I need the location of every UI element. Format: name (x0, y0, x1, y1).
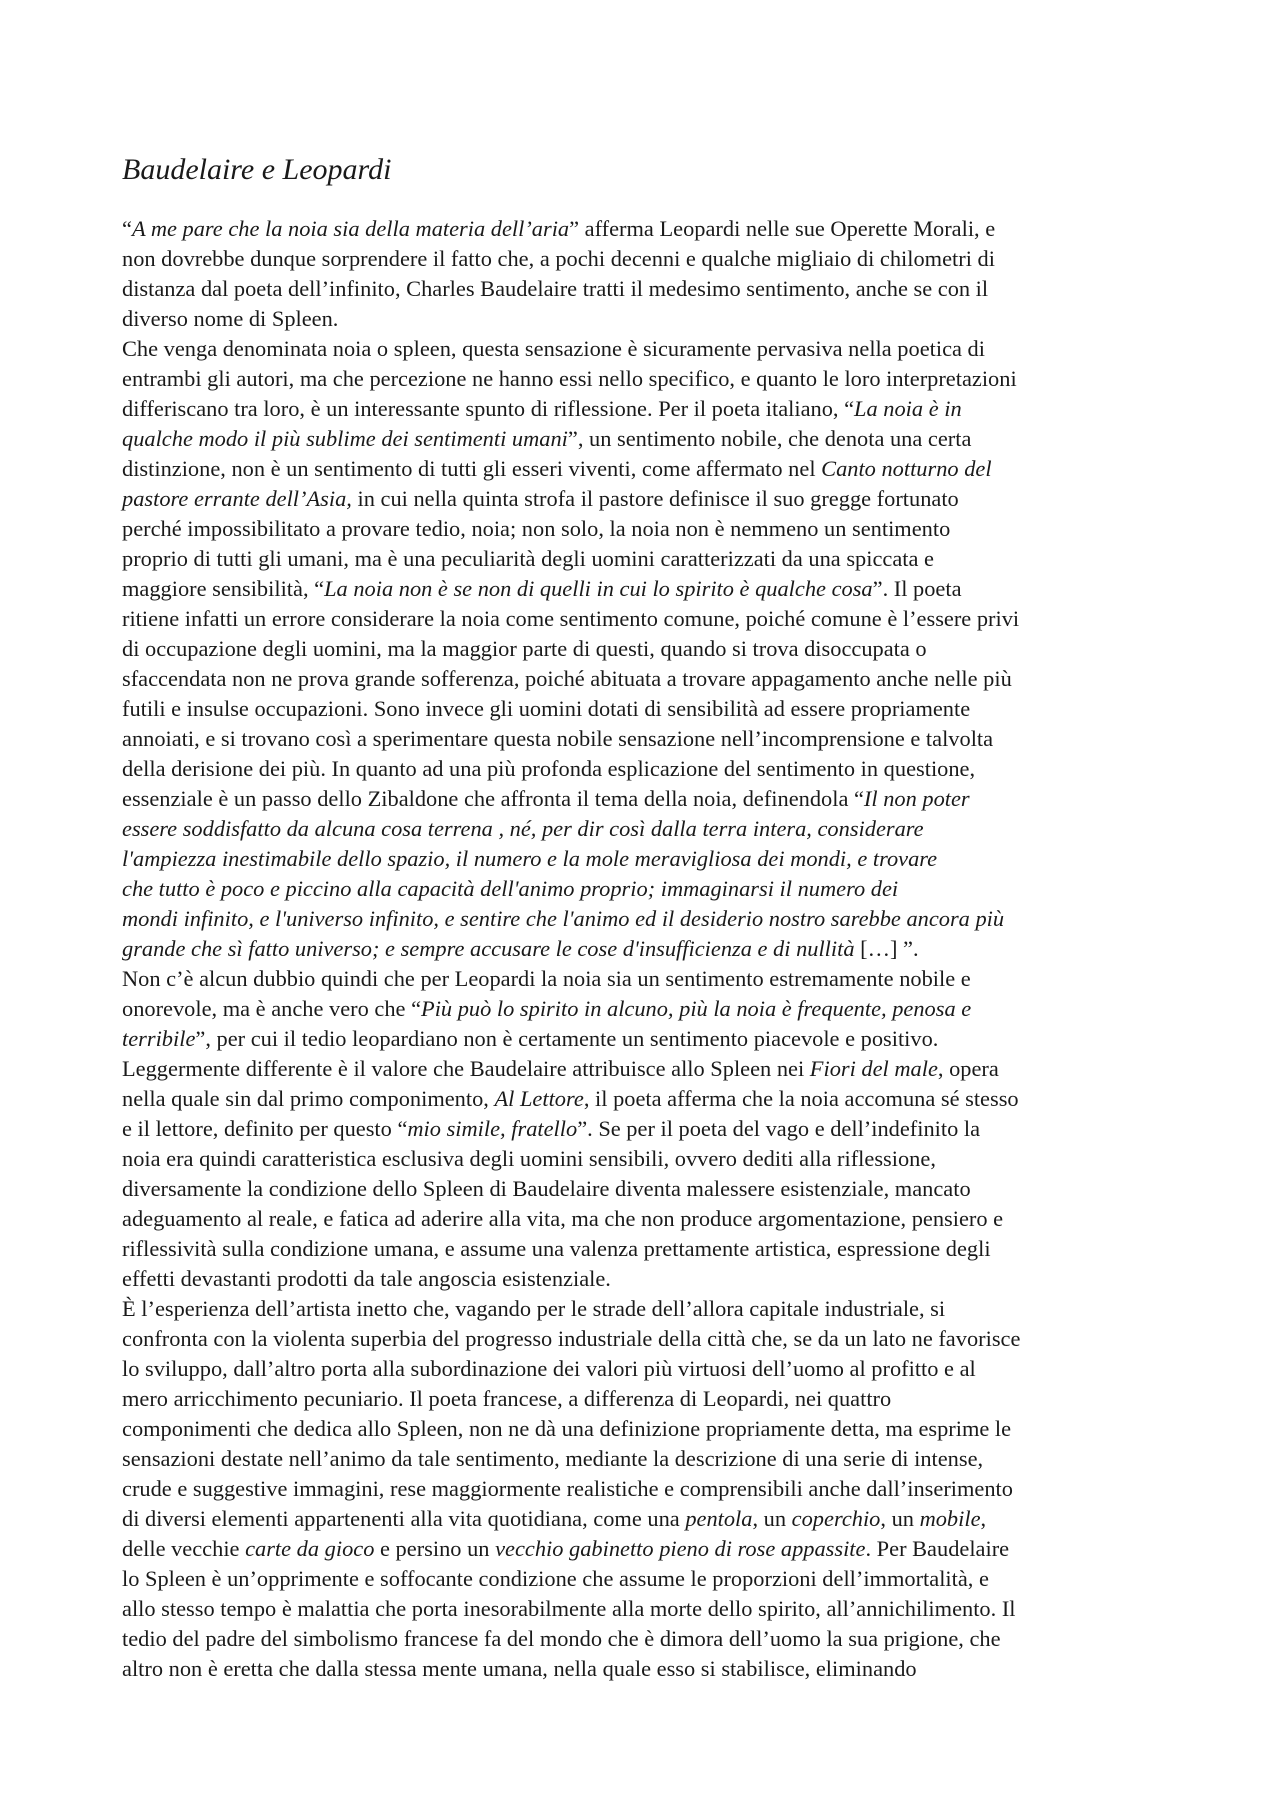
text-run: ”. Se per il poeta del vago e dell’indefinito la (577, 1116, 981, 1141)
text-run: distanza dal poeta dell’infinito, Charles Baudelaire tratti il medesimo sentimento, anche se con il (122, 276, 989, 301)
italic-text-run: carte da gioco (245, 1536, 375, 1561)
text-run: . Per Baudelaire (865, 1536, 1010, 1561)
text-line (122, 964, 1182, 994)
text-run: in cui nella quinta strofa il pastore definisce il suo gregge fortunato (351, 486, 959, 511)
text-line (122, 1324, 1182, 1354)
italic-text-run: vecchio gabinetto pieno di rose appassite (495, 1536, 866, 1561)
text-run: entrambi gli autori, ma che percezione ne hanno essi nello specifico, e quanto le loro interpretazioni (122, 366, 1017, 391)
text-run: tedio del padre del simbolismo francese fa del mondo che è dimora dell’uomo la sua prigione, che (122, 1626, 1001, 1651)
text-line (122, 214, 1182, 244)
italic-text-run: terribile (122, 1026, 196, 1051)
text-run: onorevole, ma è anche vero che “ (122, 996, 422, 1021)
text-run: […] ”. (854, 936, 919, 961)
text-run: , opera (937, 1056, 999, 1081)
text-run: e il lettore, definito per questo “ (122, 1116, 408, 1141)
text-line (122, 1474, 1182, 1504)
text-line (122, 1354, 1182, 1384)
text-line (122, 724, 1182, 754)
text-run: essenziale è un passo dello Zibaldone che affronta il tema della noia, definendola “ (122, 786, 864, 811)
text-run: delle vecchie (122, 1536, 246, 1561)
text-run: Non c’è alcun dubbio quindi che per Leopardi la noia sia un sentimento estremamente nobile e (122, 966, 971, 991)
text-run: differiscano tra loro, è un interessante spunto di riflessione. Per il poeta italiano, “ (122, 396, 855, 421)
text-run: altro non è eretta che dalla stessa mente umana, nella quale esso si stabilisce, eliminando (122, 1656, 917, 1681)
text-run: mero arricchimento pecuniario. Il poeta francese, a differenza di Leopardi, nei quattro (122, 1386, 892, 1411)
text-line (122, 784, 1182, 814)
text-line (122, 754, 1182, 784)
text-run: crude e suggestive immagini, rese maggiormente realistiche e comprensibili anche dall’inserimento (122, 1476, 1013, 1501)
text-run: sfaccendata non ne prova grande sofferenza, poiché abituata a trovare appagamento anche nelle più (122, 666, 1012, 691)
italic-text-run: Al Lettore (494, 1086, 584, 1111)
text-line (122, 1024, 1182, 1054)
text-line (122, 484, 1182, 514)
text-run: maggiore sensibilità, “ (122, 576, 325, 601)
italic-text-run: l'ampiezza inestimabile dello spazio, il numero e la mole meravigliosa dei mondi, e trovare (122, 846, 938, 871)
text-line (122, 1534, 1182, 1564)
text-line (122, 1594, 1182, 1624)
text-line (122, 634, 1182, 664)
text-run: “ (122, 216, 132, 241)
text-line (122, 1234, 1182, 1264)
italic-text-run: essere soddisfatto da alcuna cosa terrena , né, per dir così dalla terra intera, considerare (122, 816, 924, 841)
text-line (122, 1384, 1182, 1414)
text-line (122, 1414, 1182, 1444)
text-line (122, 1294, 1182, 1324)
text-line (122, 1504, 1182, 1534)
text-run: diverso nome di Spleen. (122, 306, 339, 331)
text-run: , (980, 1506, 987, 1531)
text-run: lo Spleen è un’opprimente e soffocante condizione che assume le proporzioni dell’immortalità, e (122, 1566, 989, 1591)
italic-text-run: pastore errante dell’Asia, (122, 486, 352, 511)
text-line (122, 994, 1182, 1024)
text-line (122, 1444, 1182, 1474)
italic-text-run: mio simile, fratello (407, 1116, 578, 1141)
text-run: ritiene infatti un errore considerare la noia come sentimento comune, poiché comune è l’essere privi (122, 606, 1020, 631)
text-line (122, 604, 1182, 634)
text-line (122, 394, 1182, 424)
text-run: È l’esperienza dell’artista inetto che, vagando per le strade dell’allora capitale industriale, si (122, 1296, 946, 1321)
italic-text-run: A me pare che la noia sia della materia dell’aria (131, 216, 570, 241)
text-run: confronta con la violenta superbia del progresso industriale della città che, se da un lato ne favorisce (122, 1326, 1021, 1351)
text-line (122, 694, 1182, 724)
text-run: annoiati, e si trovano così a sperimentare questa nobile sensazione nell’incomprensione e talvolta (122, 726, 994, 751)
text-run: noia era quindi caratteristica esclusiva degli uomini sensibili, ovvero dediti alla riflessione, (122, 1146, 936, 1171)
text-run: proprio di tutti gli umani, ma è una peculiarità degli uomini caratterizzati da una spiccata e (122, 546, 934, 571)
text-run: diversamente la condizione dello Spleen di Baudelaire diventa malessere esistenziale, mancato (122, 1176, 971, 1201)
italic-text-run: Il non poter (863, 786, 970, 811)
italic-text-run: Fiori del male (809, 1056, 938, 1081)
text-line (122, 1624, 1182, 1654)
text-run: effetti devastanti prodotti da tale angoscia esistenziale. (122, 1266, 611, 1291)
text-run: , un (752, 1506, 792, 1531)
text-line (122, 304, 1182, 334)
text-line (122, 1564, 1182, 1594)
text-line (122, 904, 1182, 934)
text-line (122, 364, 1182, 394)
italic-text-run: che tutto è poco e piccino alla capacità dell'animo proprio; immaginarsi il numero dei (122, 876, 899, 901)
text-run: di occupazione degli uomini, ma la maggior parte di questi, quando si trova disoccupata o (122, 636, 927, 661)
text-run: ”, per cui il tedio leopardiano non è certamente un sentimento piacevole e positivo. (195, 1026, 939, 1051)
italic-text-run: coperchio (791, 1506, 881, 1531)
text-run: non dovrebbe dunque sorprendere il fatto che, a pochi decenni e qualche migliaio di chilometri di (122, 246, 995, 271)
text-line (122, 1114, 1182, 1144)
italic-text-run: pentola (685, 1506, 753, 1531)
text-line (122, 544, 1182, 574)
italic-text-run: mobile (919, 1506, 981, 1531)
text-line (122, 934, 1182, 964)
text-line (122, 874, 1182, 904)
text-run: di diversi elementi appartenenti alla vita quotidiana, come una (122, 1506, 686, 1531)
text-line (122, 1204, 1182, 1234)
text-run: ”. Il poeta (872, 576, 962, 601)
italic-text-run: La noia è in (854, 396, 962, 421)
italic-text-run: Più può lo spirito in alcuno, più la noia è frequente, penosa e (421, 996, 972, 1021)
text-line (122, 514, 1182, 544)
italic-text-run: La noia non è se non di quelli in cui lo spirito è qualche cosa (324, 576, 873, 601)
text-line (122, 1264, 1182, 1294)
text-line (122, 334, 1182, 364)
text-run: e persino un (374, 1536, 496, 1561)
text-run: distinzione, non è un sentimento di tutti gli esseri viventi, come affermato nel (122, 456, 822, 481)
document-title: Baudelaire e Leopardi (122, 153, 392, 186)
text-run: , il poeta afferma che la noia accomuna sé stesso (583, 1086, 1019, 1111)
text-run: sensazioni destate nell’animo da tale sentimento, mediante la descrizione di una serie di intense, (122, 1446, 984, 1471)
text-run: Leggermente differente è il valore che Baudelaire attribuisce allo Spleen nei (122, 1056, 810, 1081)
text-run: perché impossibilitato a provare tedio, noia; non solo, la noia non è nemmeno un sentimento (122, 516, 951, 541)
text-run: nella quale sin dal primo componimento, (122, 1086, 495, 1111)
text-run: ” afferma Leopardi nelle sue Operette Morali, e (569, 216, 996, 241)
text-run: , un (880, 1506, 920, 1531)
text-line (122, 1174, 1182, 1204)
text-line (122, 274, 1182, 304)
italic-text-run: grande che sì fatto universo; e sempre accusare le cose d'insufficienza e di nullità (122, 936, 855, 961)
text-line (122, 454, 1182, 484)
text-run: componimenti che dedica allo Spleen, non ne dà una definizione propriamente detta, ma esprime le (122, 1416, 1012, 1441)
text-line (122, 844, 1182, 874)
text-line (122, 1144, 1182, 1174)
text-run: riflessività sulla condizione umana, e assume una valenza prettamente artistica, espressione degli (122, 1236, 991, 1261)
text-line (122, 664, 1182, 694)
text-run: allo stesso tempo è malattia che porta inesorabilmente alla morte dello spirito, all’annichilimento. Il (122, 1596, 1016, 1621)
text-line (122, 244, 1182, 274)
text-run: lo sviluppo, dall’altro porta alla subordinazione dei valori più virtuosi dell’uomo al profitto e al (122, 1356, 976, 1381)
text-run: della derisione dei più. In quanto ad una più profonda esplicazione del sentimento in questione, (122, 756, 976, 781)
text-run: futili e insulse occupazioni. Sono invece gli uomini dotati di sensibilità ad essere propriamente (122, 696, 971, 721)
text-line (122, 424, 1182, 454)
text-run: Che venga denominata noia o spleen, questa sensazione è sicuramente pervasiva nella poetica di (122, 336, 985, 361)
text-line (122, 1084, 1182, 1114)
text-line (122, 574, 1182, 604)
italic-text-run: Canto notturno del (821, 456, 992, 481)
text-line (122, 1054, 1182, 1084)
text-run: adeguamento al reale, e fatica ad aderire alla vita, ma che non produce argomentazione, pensiero e (122, 1206, 1004, 1231)
text-run: ”, un sentimento nobile, che denota una certa (567, 426, 972, 451)
document-body (122, 214, 1182, 1684)
text-line (122, 1654, 1182, 1684)
italic-text-run: qualche modo il più sublime dei sentimenti umani (122, 426, 568, 451)
text-line (122, 814, 1182, 844)
italic-text-run: mondi infinito, e l'universo infinito, e sentire che l'animo ed il desiderio nostro sarebbe ancora più (122, 906, 1005, 931)
